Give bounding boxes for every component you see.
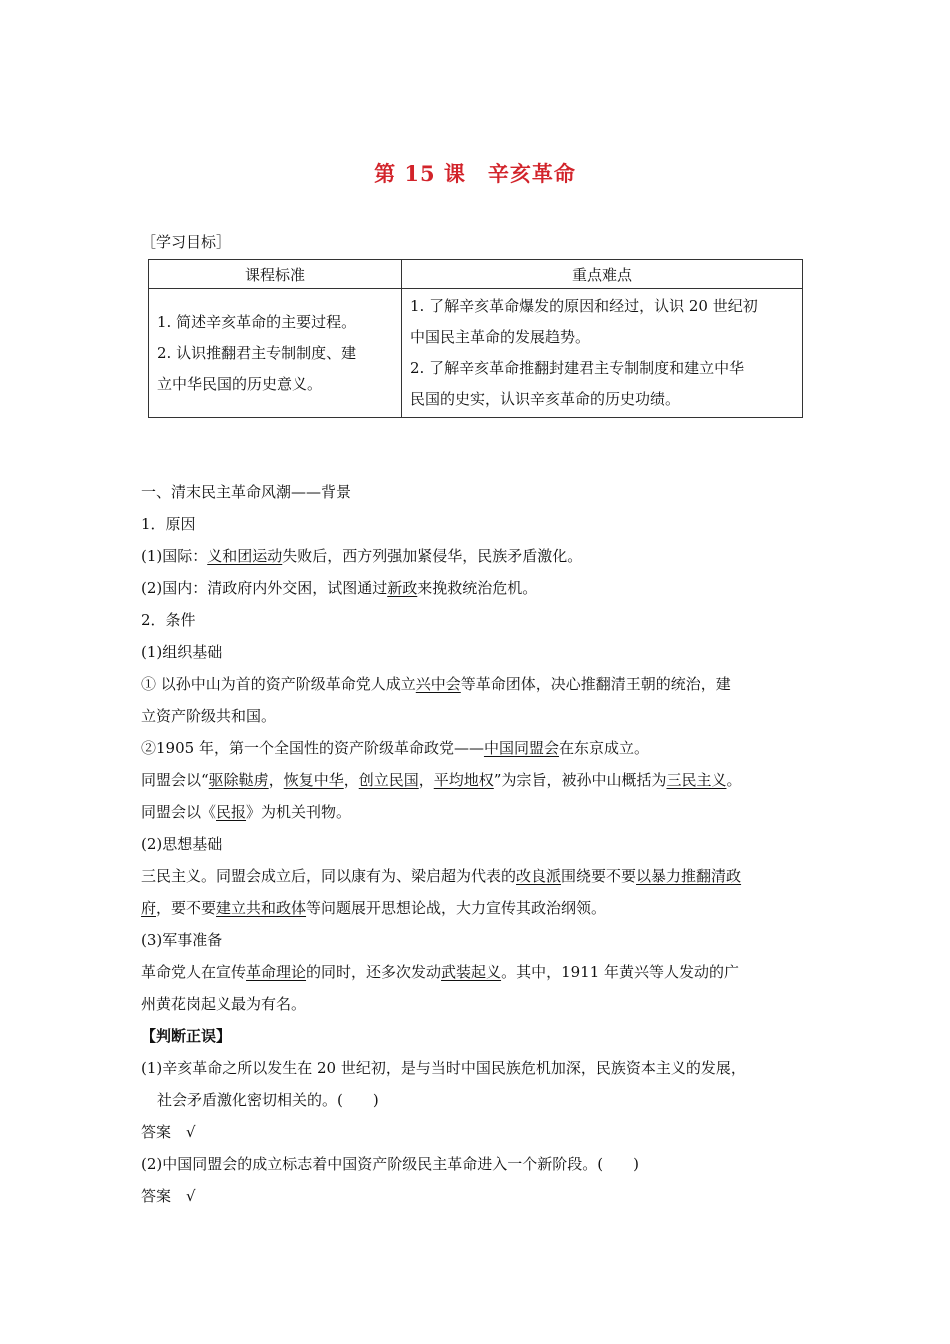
text: ， [343, 771, 359, 789]
key-point-line: 2. 了解辛亥革命推翻封建君主专制制度和建立中华 [410, 359, 745, 377]
section-heading: 一、清末民主革命风潮——背景 [141, 483, 352, 501]
text: 。 [726, 771, 742, 789]
question-2: (2)中国同盟会的成立标志着中国资产阶级民主革命进入一个新阶段。( ) [141, 1155, 639, 1173]
fill-blank: 武装起义 [441, 963, 502, 981]
paragraph-tongmenghui [141, 732, 831, 764]
text: 立资产阶级共和国。 [141, 707, 277, 725]
course-standard-cell [149, 289, 402, 418]
key-point-line: 1. 了解辛亥革命爆发的原因和经过，认识 20 世纪初 [410, 297, 758, 315]
fill-blank: 平均地权 [433, 771, 494, 789]
military-preparation: (3)军事准备 [141, 931, 223, 949]
text: 围绕要不要 [561, 867, 637, 885]
answer-2: 答案 √ [141, 1187, 196, 1205]
fill-blank: 兴中会 [415, 675, 461, 693]
subheading-conditions: 2．条件 [141, 611, 196, 629]
text: ① 以孙中山为首的资产阶级革命党人成立 [141, 675, 416, 693]
ideology-basis: (2)思想基础 [141, 835, 223, 853]
reason-domestic [141, 572, 831, 604]
subheading-reason: 1．原因 [141, 515, 196, 533]
text: 三民主义。同盟会成立后，同以康有为、梁启超为代表的 [141, 867, 517, 885]
standards-table [148, 259, 803, 418]
key-point-line: 民国的史实，认识辛亥革命的历史功绩。 [410, 390, 681, 408]
paragraph-debate [141, 860, 831, 924]
text: 失败后，西方列强加紧侵华，民族矛盾激化。 [282, 547, 583, 565]
judge-heading: 【判断正误】 [141, 1027, 232, 1045]
text: ， [418, 771, 434, 789]
text: 在东京成立。 [558, 739, 649, 757]
fill-blank: 以暴力推翻清政 [636, 867, 742, 885]
text: 社会矛盾激化密切相关的。( ) [157, 1091, 379, 1109]
learning-goals-label: ［学习目标］ [141, 233, 232, 251]
fill-blank: 建立共和政体 [216, 899, 307, 917]
fill-blank: 三民主义 [666, 771, 727, 789]
fill-blank: 义和团运动 [207, 547, 283, 565]
standard-line: 2. 认识推翻君主专制制度、建 [157, 343, 357, 362]
fill-blank: 中国同盟会 [483, 739, 559, 757]
text: (2)国内：清政府内外交困，试图通过 [141, 579, 388, 597]
text: 州黄花岗起义最为有名。 [141, 995, 307, 1013]
lesson-title: 第 15 课 辛亥革命 [374, 161, 576, 186]
text: 来挽救统治危机。 [417, 579, 538, 597]
key-points-cell [402, 289, 803, 418]
text: ”为宗旨，被孙中山概括为 [493, 771, 667, 789]
text: (1)辛亥革命之所以发生在 20 世纪初，是与当时中国民族危机加深，民族资本主义的发展， [141, 1059, 746, 1077]
text: 的同时，还多次发动 [306, 963, 442, 981]
question-1 [141, 1052, 831, 1116]
paragraph-xingzhonghui [141, 668, 831, 732]
reason-international [141, 540, 831, 572]
text: 革命党人在宣传 [141, 963, 247, 981]
fill-blank: 恢复中华 [283, 771, 344, 789]
text: ②1905 年，第一个全国性的资产阶级革命政党—— [141, 739, 484, 757]
text: 。其中，1911 年黄兴等人发动的广 [501, 963, 740, 981]
text: 同盟会以《 [141, 803, 217, 821]
standard-line: 1. 简述辛亥革命的主要过程。 [157, 312, 357, 331]
text: 同盟会以“ [141, 771, 209, 789]
fill-blank: 府 [141, 899, 157, 917]
header-course-standard: 课程标准 [149, 260, 402, 289]
standard-line: 立中华民国的历史意义。 [157, 374, 323, 393]
answer-1: 答案 √ [141, 1123, 196, 1141]
paragraph-uprising [141, 956, 831, 1020]
text: ，要不要 [156, 899, 217, 917]
text: ， [268, 771, 284, 789]
text: 》为机关刊物。 [246, 803, 352, 821]
fill-blank: 改良派 [516, 867, 562, 885]
paragraph-purpose [141, 764, 831, 796]
fill-blank: 驱除鞑虏 [208, 771, 269, 789]
fill-blank: 创立民国 [358, 771, 419, 789]
lesson-body [141, 476, 831, 1212]
organization-basis: (1)组织基础 [141, 643, 223, 661]
paragraph-minbao [141, 796, 831, 828]
fill-blank: 革命理论 [246, 963, 307, 981]
fill-blank: 新政 [387, 579, 418, 597]
text: 等问题展开思想论战，大力宣传其政治纲领。 [306, 899, 607, 917]
key-point-line: 中国民主革命的发展趋势。 [410, 328, 591, 346]
fill-blank: 民报 [216, 803, 247, 821]
text: 等革命团体，决心推翻清王朝的统治，建 [460, 675, 731, 693]
text: (1)国际： [141, 547, 208, 565]
header-key-points: 重点难点 [402, 260, 803, 289]
